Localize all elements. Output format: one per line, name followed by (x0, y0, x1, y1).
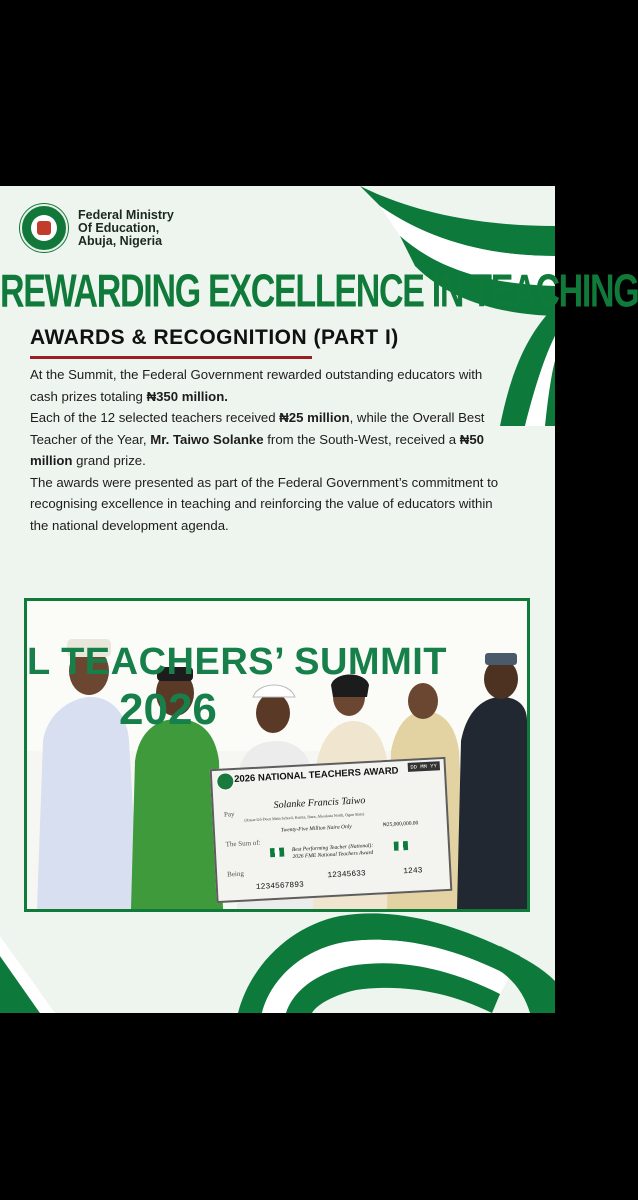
cheque-being-label: Being (226, 869, 245, 879)
cheque-date-box: DD MM YY (407, 761, 440, 772)
cheque-seal-icon (216, 772, 235, 791)
award-cheque (210, 757, 453, 903)
ministry-logo-block (20, 204, 174, 252)
cheque-sum-label: The Sum of: (225, 838, 261, 849)
summit-banner-year: 2026 (119, 685, 217, 734)
headline: REWARDING EXCELLENCE IN TEACHING (0, 266, 638, 318)
subheadline: AWARDS & RECOGNITION (PART I) (30, 326, 399, 349)
award-photo (24, 598, 530, 912)
cheque-pay-label: Pay (223, 810, 235, 819)
nigeria-flag-icon (270, 847, 284, 857)
body-text (30, 364, 512, 536)
cheque-payee: Solanke Francis Taiwo (273, 795, 366, 811)
cheque-purpose: Best Performing Teacher (National): 2026 FME National Teachers Award (291, 842, 374, 861)
paragraph-commitment: The awards were presented as part of the Federal Government’s commitment to recognising excellence in teaching and reinforcing the value of educators within the national development agenda. (30, 474, 499, 533)
cheque-title: 2026 NATIONAL TEACHERS AWARD (233, 765, 399, 785)
cheque-number-3: 1243 (403, 866, 423, 877)
cheque-address: (Ansar-Ud-Deen Main School, Kemta, Ibara, Abeokuta North, Ogun State) (244, 811, 365, 823)
cheque-number-2: 12345633 (327, 869, 366, 881)
subheadline-underline (30, 356, 312, 359)
cheque-number-1: 1234567893 (255, 880, 305, 893)
paragraph-prize-details: Each of the 12 selected teachers received ₦25 million, while the Overall Best Teacher of the Year, Mr. Taiwo Solanke from the South-West, received a ₦50 million grand prize. (30, 410, 485, 468)
paragraph-prize-total: At the Summit, the Federal Government rewarded outstanding educators with cash prizes totaling ₦350 million. (30, 367, 483, 404)
cheque-amount-figure: ₦25,000,000.00 (382, 820, 419, 829)
organization-name: Federal Ministry Of Education, Abuja, Nigeria (78, 207, 174, 248)
coat-of-arms-seal-icon (20, 204, 68, 252)
nigeria-flag-icon (394, 841, 408, 851)
poster (0, 186, 638, 1013)
cheque-amount-words: Twenty-Five Million Naira Only (280, 823, 352, 834)
summit-banner-text: L TEACHERS’ SUMMIT (27, 641, 447, 683)
